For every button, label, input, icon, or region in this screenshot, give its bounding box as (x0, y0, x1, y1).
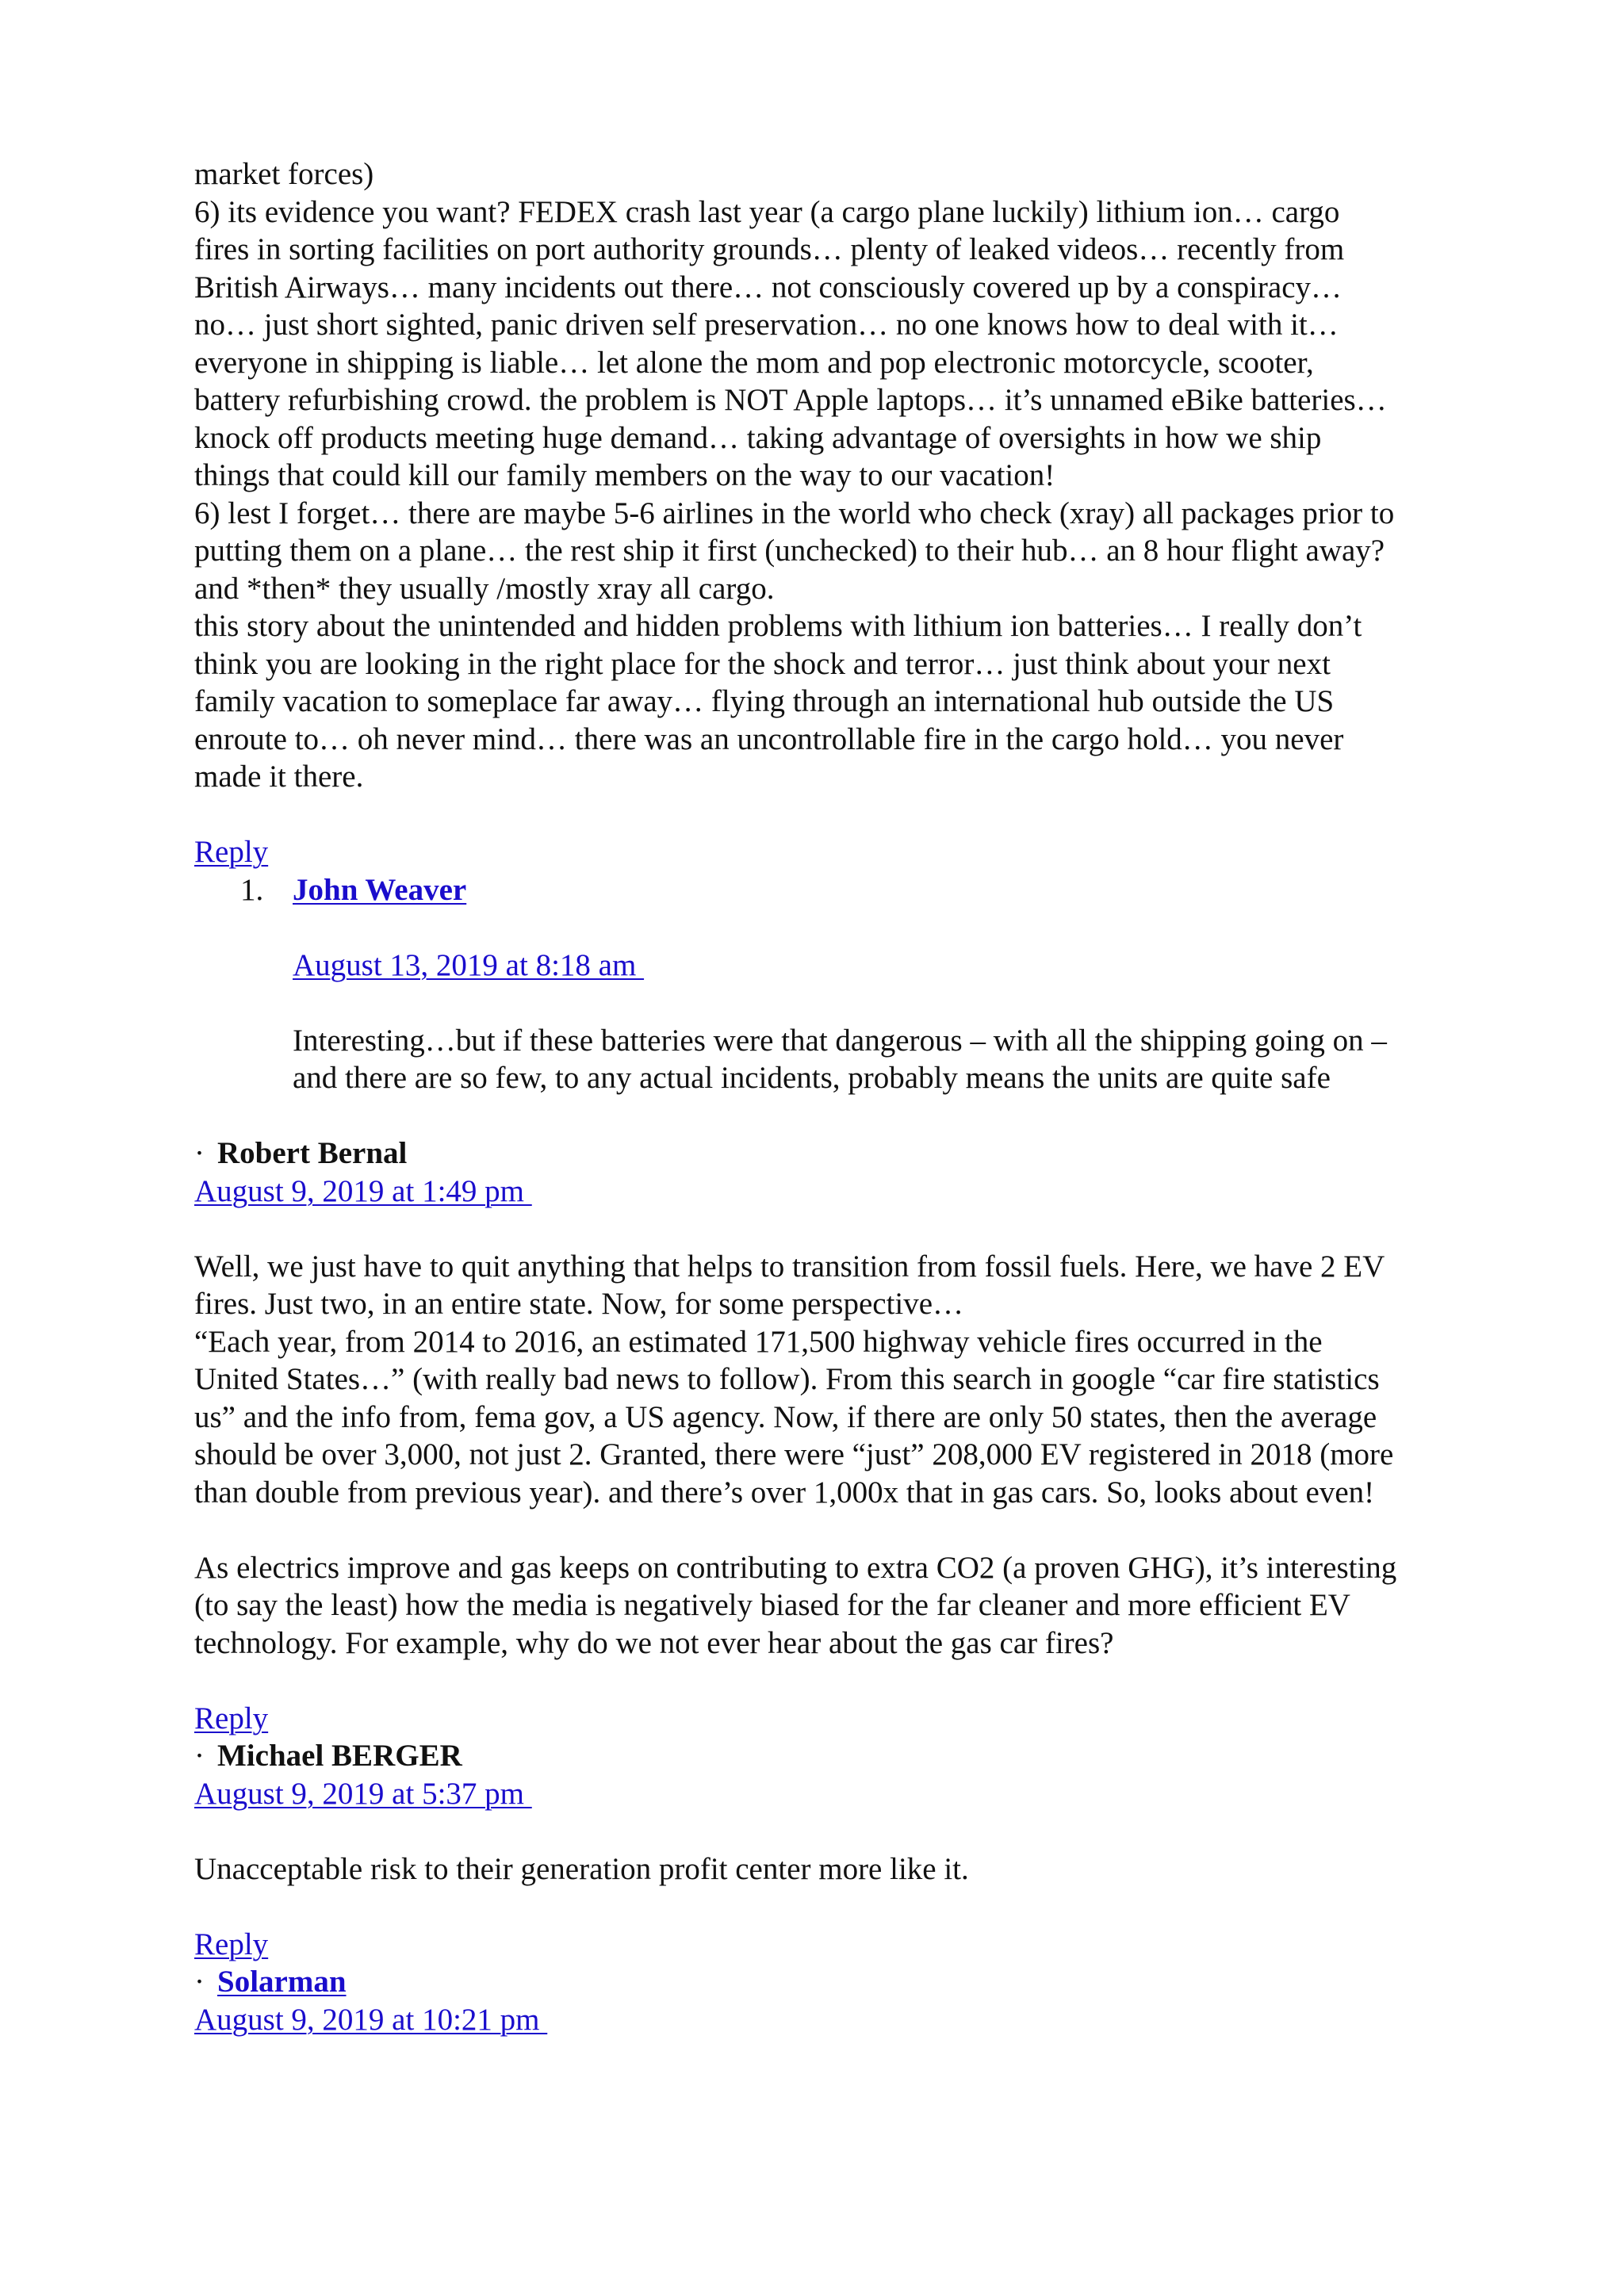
bullet: · (194, 1965, 205, 1999)
text-line: battery refurbishing crowd. the problem is NOT Apple laptops… it’s unnamed eBike batteries… (194, 383, 1387, 417)
text-line: things that could kill our family members on the way to our vacation! (194, 458, 1055, 492)
author-link[interactable]: John Weaver (293, 872, 467, 907)
comment-text (194, 1248, 1479, 1512)
text-line: should be over 3,000, not just 2. Granted, there were “just” 208,000 EV registered in 2018 (more (194, 1437, 1394, 1471)
spacer (293, 984, 1479, 1022)
comment-date-link[interactable]: August 9, 2019 at 10:21 pm (194, 2002, 548, 2037)
text-line: this story about the unintended and hidden problems with lithium ion batteries… I really don’t (194, 609, 1362, 643)
text-line: family vacation to someplace far away… flying through an international hub outside the US (194, 684, 1335, 718)
reply-row (194, 833, 1479, 871)
text-line: Interesting…but if these batteries were that dangerous – with all the shipping going on – (293, 1023, 1387, 1058)
spacer (194, 1210, 1479, 1248)
nested-replies (194, 871, 1479, 1097)
author-link[interactable]: Solarman (217, 1965, 347, 1999)
nested-reply-text (293, 1022, 1479, 1097)
comment-date-row (194, 2001, 1479, 2039)
text-line: 6) lest I forget… there are maybe 5-6 airlines in the world who check (xray) all packages prior to (194, 496, 1395, 530)
intro-comment-text (194, 155, 1479, 796)
text-line: us” and the info from, fema gov, a US agency. Now, if there are only 50 states, then the average (194, 1399, 1377, 1434)
text-line: United States…” (with really bad news to follow). From this search in google “car fire statistics (194, 1362, 1380, 1396)
text-line: enroute to… oh never mind… there was an uncontrollable fire in the cargo hold… you never (194, 721, 1344, 756)
reply-date-row (293, 947, 1479, 985)
comment-author-row (194, 1135, 1479, 1173)
comment (194, 1963, 1479, 2038)
reply-number: 1. (240, 872, 264, 907)
comment-date-row (194, 1775, 1479, 1813)
reply-author-row (293, 871, 1479, 909)
bullet: · (194, 1136, 205, 1170)
text-line: 6) its evidence you want? FEDEX crash last year (a cargo plane luckily) lithium ion… cargo (194, 194, 1340, 229)
comment-date-link[interactable]: August 13, 2019 at 8:18 am (293, 947, 645, 982)
text-line: putting them on a plane… the rest ship it first (unchecked) to their hub… an 8 hour flight away? (194, 534, 1385, 568)
comment-date-row (194, 1173, 1479, 1211)
spacer (194, 1662, 1479, 1700)
text-line: fires. Just two, in an entire state. Now, for some perspective… (194, 1287, 964, 1321)
text-line: and there are so few, to any actual incidents, probably means the units are quite safe (293, 1061, 1331, 1095)
text-line: Unacceptable risk to their generation profit center more like it. (194, 1851, 969, 1886)
text-line: fires in sorting facilities on port authority grounds… plenty of leaked videos… recently from (194, 232, 1345, 266)
text-line: think you are looking in the right place for the shock and terror… just think about your next (194, 646, 1331, 681)
text-line: Well, we just have to quit anything that helps to transition from fossil fuels. Here, we have 2 EV (194, 1249, 1385, 1284)
text-line: knock off products meeting huge demand… taking advantage of oversights in how we ship (194, 420, 1322, 455)
comment-author-row (194, 1963, 1479, 2001)
text-line: British Airways… many incidents out there… not consciously covered up by a conspiracy… (194, 270, 1342, 304)
spacer (194, 796, 1479, 834)
comment (194, 1737, 1479, 1963)
spacer (293, 909, 1479, 947)
comment-author-row (194, 1737, 1479, 1775)
comments-page (194, 155, 1479, 2038)
reply-row (194, 1926, 1479, 1964)
text-line: everyone in shipping is liable… let alone the mom and pop electronic motorcycle, scooter, (194, 345, 1314, 380)
reply-link[interactable]: Reply (194, 1701, 269, 1735)
spacer (194, 1812, 1479, 1850)
intro-comment (194, 155, 1479, 1135)
comment (194, 1135, 1479, 1737)
bullet: · (194, 1739, 205, 1773)
text-line: As electrics improve and gas keeps on contributing to extra CO2 (a proven GHG), it’s interesting (194, 1550, 1397, 1585)
text-line: and *then* they usually /mostly xray all cargo. (194, 571, 775, 606)
comment-author: Robert Bernal (217, 1136, 408, 1170)
comment-text (194, 1549, 1479, 1663)
comment-date-link[interactable]: August 9, 2019 at 1:49 pm (194, 1173, 532, 1208)
text-line: made it there. (194, 760, 364, 794)
reply-row (194, 1700, 1479, 1738)
text-line: (to say the least) how the media is negatively biased for the far cleaner and more efficient EV (194, 1588, 1350, 1622)
text-line: “Each year, from 2014 to 2016, an estimated 171,500 highway vehicle fires occurred in the (194, 1324, 1323, 1359)
comment-date-link[interactable]: August 9, 2019 at 5:37 pm (194, 1776, 532, 1811)
spacer (194, 1888, 1479, 1926)
text-line: no… just short sighted, panic driven self preservation… no one knows how to deal with it… (194, 308, 1339, 342)
comment-author: Michael BERGER (217, 1739, 462, 1773)
comment-text (194, 1850, 1479, 1888)
nested-reply (194, 871, 1479, 1097)
reply-link[interactable]: Reply (194, 1927, 269, 1961)
spacer (194, 1097, 1479, 1135)
text-line: than double from previous year). and there’s over 1,000x that in gas cars. So, looks about even! (194, 1475, 1375, 1510)
reply-link[interactable]: Reply (194, 835, 269, 869)
text-line: market forces) (194, 157, 374, 191)
text-line: technology. For example, why do we not ever hear about the gas car fires? (194, 1625, 1114, 1660)
spacer (194, 1511, 1479, 1549)
